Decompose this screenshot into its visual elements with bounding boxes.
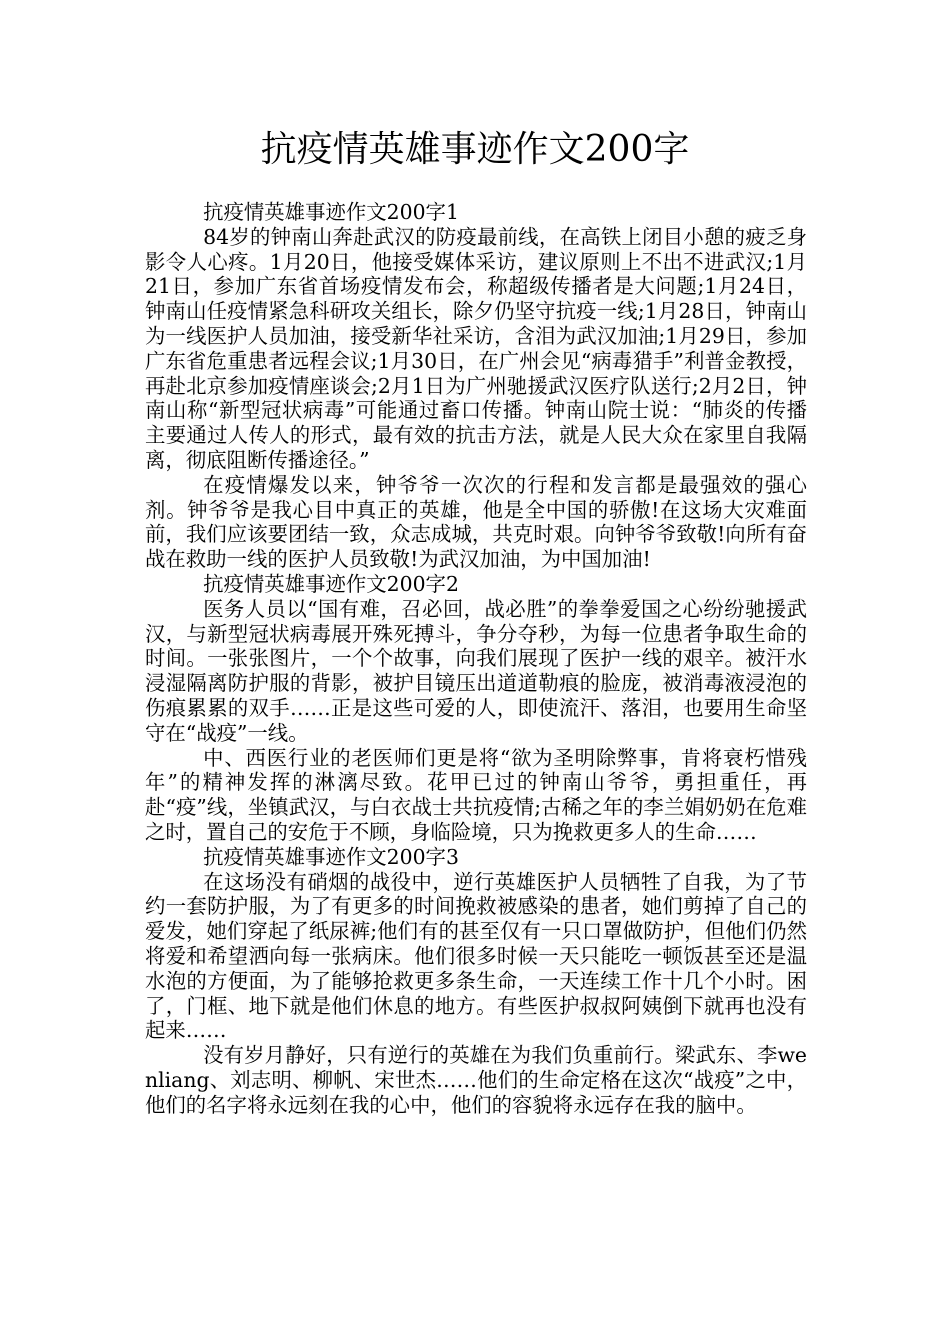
paragraph-4: 中、西医行业的老医师们更是将“欲为圣明除弊事，肯将衰朽惜残年”的精神发挥的淋漓尽致。花甲已过的钟南山爷爷，勇担重任，再赴“疫”线，坐镇武汉，与白衣战士共抗疫情;古稀之年的李兰娟奶奶在危难之时，置自己的安危于不顾，身临险境，只为挽救更多人的生命…… [145,745,807,844]
section-heading-3: 抗疫情英雄事迹作文200字3 [203,844,459,869]
document-body [145,200,807,1117]
paragraph-2: 在疫情爆发以来，钟爷爷一次次的行程和发言都是最强效的强心剂。钟爷爷是我心目中真正的英雄，他是全中国的骄傲!在这场大灾难面前，我们应该要团结一致，众志成城，共克时艰。向钟爷爷致敬!向所有奋战在救助一线的医护人员致敬!为武汉加油，为中国加油! [145,472,807,572]
paragraph-5: 在这场没有硝烟的战役中，逆行英雄医护人员牺牲了自我，为了节约一套防护服，为了有更多的时间挽救被感染的患者，她们剪掉了自己的爱发，她们穿起了纸尿裤;他们有的甚至仅有一只口罩做防护，但他们仍然将爱和希望洒向每一张病床。他们很多时候一天只能吃一顿饭甚至还是温水泡的方便面，为了能够抢救更多条生命，一天连续工作十几个小时。困了，门框、地下就是他们休息的地方。有些医护叔叔阿姨倒下就再也没有起来…… [145,869,807,1043]
section-heading-1: 抗疫情英雄事迹作文200字1 [203,200,459,224]
paragraph-3: 医务人员以“国有难，召必回，战必胜”的拳拳爱国之心纷纷驰援武汉，与新型冠状病毒展开殊死搏斗，争分夺秒，为每一位患者争取生命的时间。一张张图片，一个个故事，向我们展现了医护一线的艰辛。被汗水浸湿隔离防护服的背影，被护目镜压出道道勒痕的脸庞，被消毒液浸泡的伤痕累累的双手……正是这些可爱的人，即使流汗、落泪，也要用生命坚守在“战疫”一线。 [145,596,807,745]
paragraph-1: 84岁的钟南山奔赴武汉的防疫最前线，在高铁上闭目小憩的疲乏身影令人心疼。1月20日，他接受媒体采访，建议原则上不出不进武汉;1月21日，参加广东省首场疫情发布会，称超级传播者是大问题;1月24日，钟南山任疫情紧急科研攻关组长，除夕仍坚守抗疫一线;1月28日，钟南山为一线医护人员加油，接受新华社采访，含泪为武汉加油;1月29日，参加广东省危重患者远程会议;1月30日，在广州会见“病毒猎手”利普金教授，再赴北京参加疫情座谈会;2月1日为广州驰援武汉医疗队送行;2月2日，钟南山称“新型冠状病毒”可能通过畜口传播。钟南山院士说：“肺炎的传播主要通过人传人的形式，最有效的抗击方法，就是人民大众在家里自我隔离，彻底阻断传播途径。” [145,224,807,472]
paragraph-6: 没有岁月静好，只有逆行的英雄在为我们负重前行。梁武东、李wenliang、刘志明、柳帆、宋世杰……他们的生命定格在这次“战疫”之中，他们的名字将永远刻在我的心中，他们的容貌将永远存在我的脑中。 [145,1043,807,1117]
section-heading-2: 抗疫情英雄事迹作文200字2 [203,571,459,596]
document-title: 抗疫情英雄事迹作文200字 [260,129,690,170]
